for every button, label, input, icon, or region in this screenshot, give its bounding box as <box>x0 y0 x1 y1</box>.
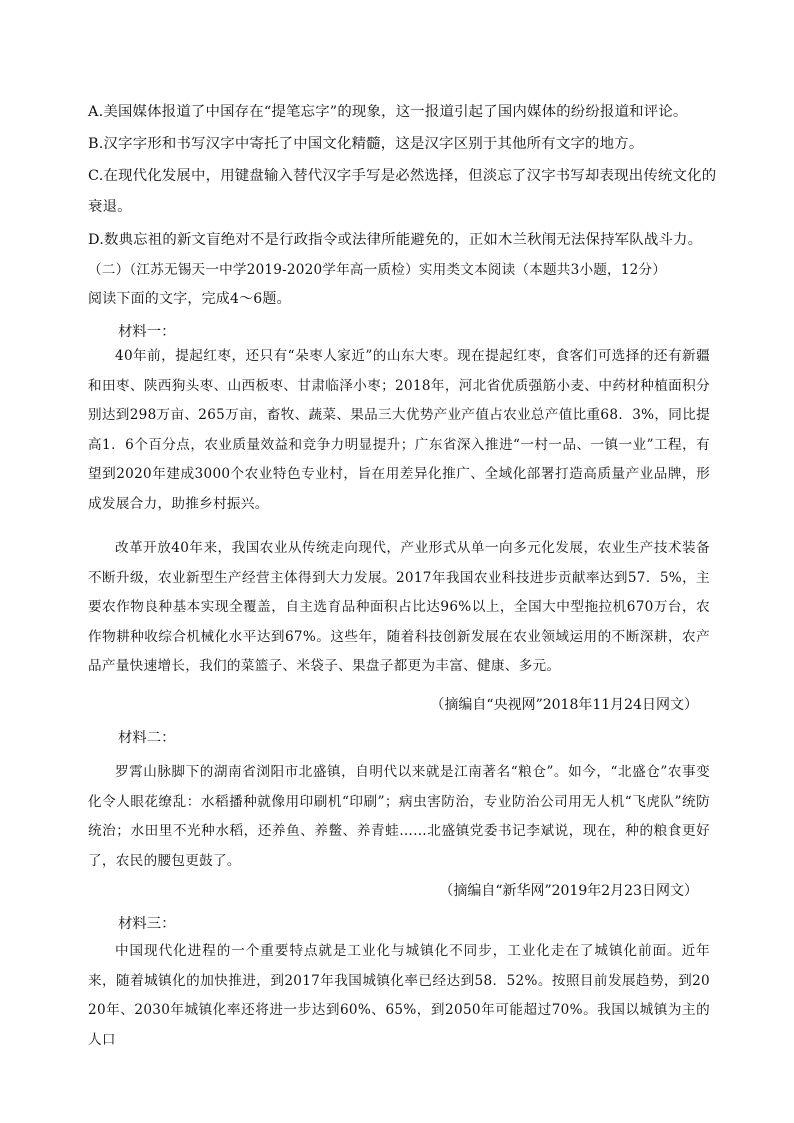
option-c: C.在现代化发展中，用键盘输入替代汉字手写是必然选择，但淡忘了汉字书写却表现出传统文化的 <box>88 168 717 184</box>
option-c-continued: 衰退。 <box>88 199 132 215</box>
option-b: B.汉字字形和书写汉字中寄托了中国文化精髓，这是汉字区别于其他所有文字的地方。 <box>88 136 644 152</box>
section-instruction: 阅读下面的文字，完成4～6题。 <box>88 291 291 307</box>
material-3-paragraph-1: 中国现代化进程的一个重要特点就是工业化与城镇化不同步，工业化走在了城镇化前面。近年来，随着城镇化的加快推进，到2017年我国城镇化率已经达到58．52%。按照目前发展趋势，到2020年、2030年城镇化率还将进一步达到60%、65%，到2050年可能超过70%。我国以城镇为主的人口 <box>88 943 710 1048</box>
option-a: A.美国媒体报道了中国存在“提笔忘字”的现象，这一报道引起了国内媒体的纷纷报道和评论。 <box>88 104 688 120</box>
material-1-label: 材料一： <box>118 324 176 340</box>
section-heading: （二）（江苏无锡天一中学2019-2020学年高一质检）实用类文本阅读（本题共3小题，12分） <box>88 262 667 278</box>
option-d: D.数典忘祖的新文盲绝对不是行政指令或法律所能避免的，正如木兰秋闱无法保持军队战斗力。 <box>88 232 703 248</box>
material-3-label: 材料三： <box>118 916 176 932</box>
material-2-paragraph-1: 罗霄山脉脚下的湖南省浏阳市北盛镇，自明代以来就是江南著名“粮仓”。如今，“北盛仓”农事变化令人眼花缭乱：水稻播种就像用印刷机“印刷”；病虫害防治，专业防治公司用无人机“飞虎队”统防统治；水田里不光种水稻，还养鱼、养鳖、养青蛙……北盛镇党委书记李斌说，现在，种的粮食更好了，农民的腰包更鼓了。 <box>88 764 710 869</box>
material-1-source: （摘编自“央视网”2018年11月24日网文） <box>430 697 698 713</box>
material-2-label: 材料二： <box>118 730 176 746</box>
material-2-source: （摘编自“新华网”2019年2月23日网文） <box>439 883 698 899</box>
material-1-paragraph-1: 40年前，提起红枣，还只有“朵枣人家近”的山东大枣。现在提起红枣，食客们可选择的还有新疆和田枣、陕西狗头枣、山西板枣、甘肃临泽小枣；2018年，河北省优质强筋小麦、中药材种植面积分别达到298万亩、265万亩，畜牧、蔬菜、果品三大优势产业产值占农业总产值比重68．3%，同比提高1．6个百分点，农业质量效益和竞争力明显提升；广东省深入推进“一村一品、一镇一业”工程，有望到2020年建成3000个农业特色专业村，旨在用差异化推广、全域化部署打造高质量产业品牌，形成发展合力，助推乡村振兴。 <box>88 348 710 512</box>
material-1-paragraph-2: 改革开放40年来，我国农业从传统走向现代，产业形式从单一向多元化发展，农业生产技术装备不断升级，农业新型生产经营主体得到大力发展。2017年我国农业科技进步贡献率达到57．5%，主要农作物良种基本实现全覆盖，自主选育品种面积占比达96%以上，全国大中型拖拉机670万台，农作物耕种收综合机械化水平达到67%。这些年，随着科技创新发展在农业领域运用的不断深耕，农产品产量快速增长，我们的菜篮子、米袋子、果盘子都更为丰富、健康、多元。 <box>88 540 710 675</box>
